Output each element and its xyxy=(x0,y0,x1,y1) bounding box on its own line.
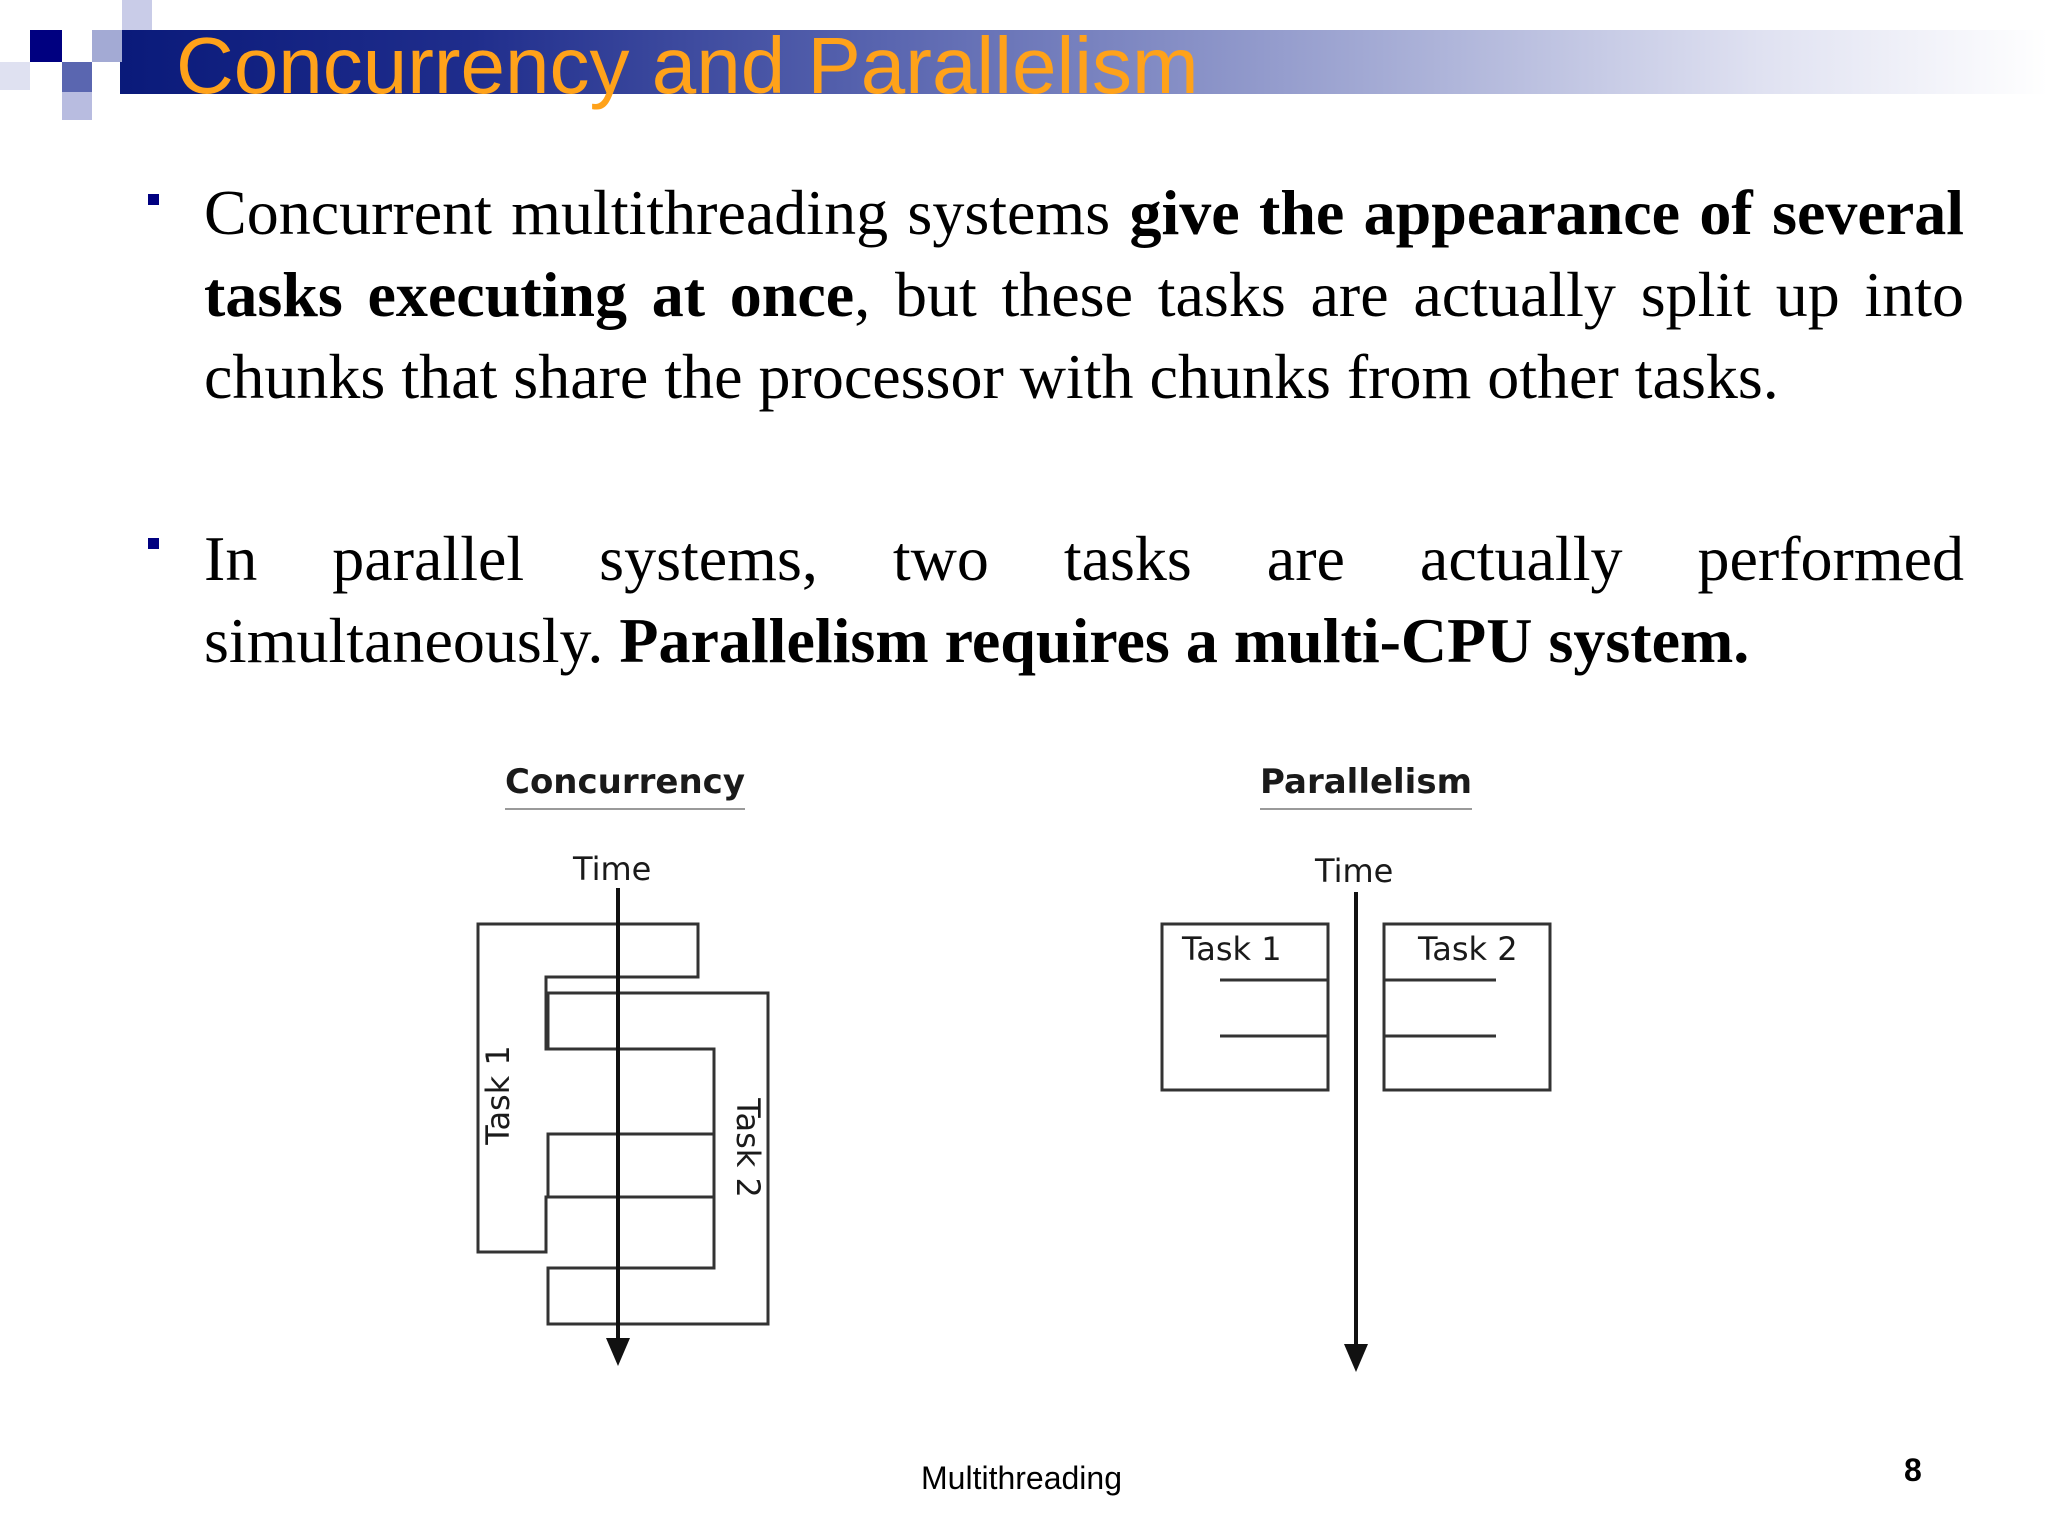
parallelism-time-label: Time xyxy=(1315,852,1394,890)
concurrency-time-arrowhead xyxy=(606,1338,630,1366)
concurrency-task2-outline xyxy=(548,993,768,1324)
parallelism-heading: Parallelism xyxy=(1260,762,1473,802)
bullet-2-part-2: Parallelism requires a multi-CPU system. xyxy=(619,605,1750,676)
parallelism-time-arrowhead xyxy=(1344,1344,1368,1372)
concurrency-task1-label: Task 1 xyxy=(479,1045,517,1145)
parallelism-task1-label: Task 1 xyxy=(1182,930,1282,968)
concurrency-task2-label: Task 2 xyxy=(729,1098,767,1198)
bullet-1-part-3: , but these tasks are actually split up into chunks that share the processor with chunks from other tasks. xyxy=(204,259,1965,412)
parallelism-task1-box xyxy=(1162,924,1328,1090)
parallelism-task2-box xyxy=(1384,924,1550,1090)
footer-text: Multithreading xyxy=(921,1460,1122,1496)
parallelism-task2-label: Task 2 xyxy=(1418,930,1518,968)
slide-title: Concurrency and Parallelism xyxy=(176,21,1199,110)
page-number: 8 xyxy=(1904,1452,1922,1488)
bullet-1-part-1: Concurrent multithreading systems xyxy=(204,177,1130,248)
bullet-1-part-2: give the appearance of several tasks executing at once xyxy=(204,177,1965,330)
bullet-2-part-1: In parallel systems, two tasks are actually performed simultaneously. xyxy=(204,523,1964,676)
concurrency-heading: Concurrency xyxy=(505,762,745,802)
concurrency-task1-outline xyxy=(478,924,714,1252)
concurrency-time-label: Time xyxy=(573,850,652,888)
